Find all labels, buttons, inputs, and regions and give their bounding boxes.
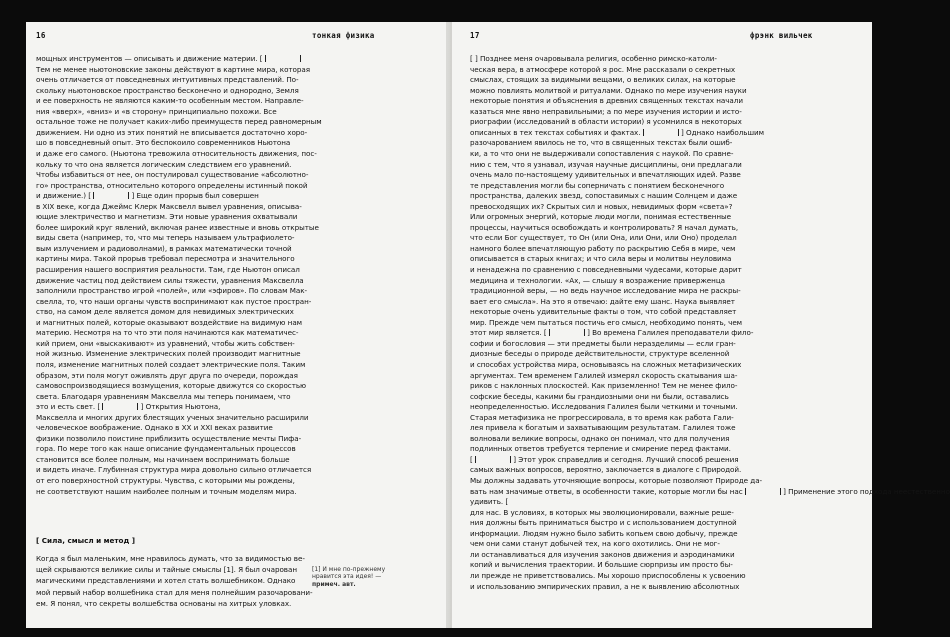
text-run: го» пространства, относительно которого определены истинный покой bbox=[36, 180, 308, 190]
text-line bbox=[470, 54, 717, 64]
text-line bbox=[36, 476, 295, 486]
text-run: Позднее меня очаровывала религия, особенно римско-католи- bbox=[480, 54, 717, 63]
text-line bbox=[470, 191, 737, 201]
text-run: самых важных вопросов, вероятно, заключается в диалоге с Природой. bbox=[470, 465, 742, 475]
text-line bbox=[36, 149, 317, 159]
text-run: кий прием, они «выскакивают» из уравнений, чтобы жить собствен- bbox=[36, 338, 295, 348]
text-run: превосходящих их? Скрытых сил и новых, невидимых форм «света»? bbox=[470, 201, 733, 211]
text-run: подлинных ответов требуется терпение и смирение перед фактами. bbox=[470, 444, 731, 454]
text-run: движением. Ни одно из этих понятий не вписывается достаточно хоро- bbox=[36, 127, 308, 137]
text-run: ки, а то что они не выдерживали сопоставления с наукой. По сравне- bbox=[470, 148, 734, 158]
text-run: пространства, далеких звезд, сопоставимых с нашим Солнцем и даже bbox=[470, 191, 738, 201]
running-head: фрэнк вильчек bbox=[750, 31, 813, 40]
text-run: магическими представлениями и хотел стать волшебником. Однако bbox=[36, 576, 296, 586]
text-run: описывается в старых книгах; и что сила веры и молитвы неуловима bbox=[470, 254, 732, 264]
text-run: что если Бог существует, то Он (или Она, или Они, или Оно) проделал bbox=[470, 233, 737, 243]
text-run: очень мало по-настоящему удивительных и впечатляющих идей. Разве bbox=[470, 170, 741, 180]
text-run: риографии (исследований в области истории) я усомнился в некоторых bbox=[470, 117, 742, 127]
redaction-gap bbox=[745, 488, 781, 495]
text-run: физики позволило поистине приблизить осуществление мечты Пифа- bbox=[36, 433, 302, 443]
right-page bbox=[452, 22, 950, 628]
text-line bbox=[470, 550, 735, 560]
footnote-credit: примеч. авт. bbox=[312, 580, 356, 588]
text-line bbox=[36, 265, 300, 275]
text-line bbox=[36, 65, 310, 75]
text-run: становится все более полным, мы начинаем воспринимать больше bbox=[36, 454, 290, 464]
text-line bbox=[36, 75, 299, 85]
text-line bbox=[470, 107, 742, 117]
text-run: ли останавливаться для изучения законов движения и аэродинамики bbox=[470, 549, 735, 559]
text-run: мир. Прежде чем пытаться постичь его смысл, необходимо понять, чем bbox=[470, 317, 743, 327]
text-run: ли прежде не приветствовались. Мы хорошо приспособлены к усвоению bbox=[470, 570, 746, 580]
text-run: свелла, то, что наши органы чувств воспринимают как пустое простран- bbox=[36, 296, 312, 306]
text-run: не соответствуют нашим наиболее полным и точным моделям мира. bbox=[36, 486, 297, 496]
text-line bbox=[470, 328, 753, 338]
text-run: Чтобы избавиться от нее, он постулировал существование «абсолютно- bbox=[36, 170, 309, 180]
text-run: ] Во времена Галилея преподаватели фило- bbox=[584, 328, 754, 338]
text-run: ] Применение этого подхода неестественно bbox=[780, 486, 950, 496]
text-line bbox=[470, 371, 737, 381]
text-run: шо в повседневный опыт. Это беспокоило современников Ньютона bbox=[36, 138, 291, 148]
text-line bbox=[470, 128, 764, 138]
text-line bbox=[36, 244, 292, 254]
text-run: и даже его самого. (Ньютона тревожила относительность движения, пос- bbox=[36, 148, 317, 158]
text-line bbox=[36, 328, 298, 338]
text-run: и ненадежна по сравнению с повседневными чудесами, которые дарит bbox=[470, 265, 742, 274]
text-run: виды света (например, то, что мы теперь называем ультрафиолето- bbox=[36, 233, 295, 243]
section-heading: [ Сила, смысл и метод ] bbox=[36, 536, 136, 545]
text-line bbox=[470, 571, 746, 581]
text-run: аргументах. Тем временем Галилей измерял скорость скатывания ша- bbox=[470, 370, 738, 380]
text-line bbox=[36, 170, 308, 180]
text-line bbox=[36, 349, 301, 359]
text-run: и магнитных полей, которые оказывают воздействие на видимую нам bbox=[36, 317, 303, 327]
text-line bbox=[470, 223, 738, 233]
text-run: картины мира. Такой прорыв требовал пересмотра и значительного bbox=[36, 254, 295, 264]
text-line bbox=[470, 286, 741, 296]
text-run: софские беседы, какими бы грандиозными они ни были, оставались bbox=[470, 391, 729, 401]
text-run: ем. Я понял, что секреты волшебства основаны на хитрых уловках. bbox=[36, 598, 292, 608]
text-run: ческая вера, в атмосфере которой я рос. Мне рассказали о секретных bbox=[470, 64, 736, 74]
text-run: можно повлиять молитвой и ритуалами. Однако по мере изучения науки bbox=[470, 85, 747, 95]
text-line bbox=[470, 360, 741, 370]
text-run: нию с тем, что я узнавал, изучая научные дисциплины, они предлагали bbox=[470, 159, 742, 169]
text-line bbox=[36, 202, 302, 212]
text-line bbox=[36, 554, 305, 564]
text-line bbox=[470, 539, 720, 549]
text-line bbox=[36, 286, 307, 296]
text-run: чем они сами станут добычей тех, на кого охотились. Они не мог- bbox=[470, 539, 720, 549]
text-line bbox=[470, 582, 739, 592]
text-run: ] Еще один прорыв был совершен bbox=[129, 191, 259, 201]
text-run: вает его смысла». На это я отвечаю: дайте ему шанс. Наука выявляет bbox=[470, 296, 735, 306]
text-line bbox=[470, 518, 737, 528]
text-run: мой первый набор волшебника стал для меня полнейшим разочаровани- bbox=[36, 587, 313, 597]
text-run: образом, эти поля могут оживлять друг друга по очереди, порождая bbox=[36, 370, 298, 380]
text-line bbox=[470, 318, 742, 328]
bracket: ] bbox=[475, 54, 480, 63]
redaction-gap bbox=[265, 55, 301, 62]
text-run: и движение.) [ bbox=[36, 191, 91, 201]
text-line bbox=[36, 107, 277, 117]
text-line bbox=[470, 497, 508, 507]
text-line bbox=[36, 576, 295, 586]
text-run: медицина и технологии. «Ах, — слышу я возражение приверженца bbox=[470, 275, 726, 285]
text-run: заполнили пространство игрой «полей», или «эфиров». По словам Мак- bbox=[36, 286, 308, 296]
text-line bbox=[470, 307, 736, 317]
text-run: некоторые понятия и объяснения в древних священных текстах начали bbox=[470, 96, 743, 106]
text-run: описанных в тех текстах событиях и фактах. bbox=[470, 127, 641, 137]
text-run: волновали великие вопросы, однако он понимал, что для получения bbox=[470, 433, 730, 443]
text-run: Или огромных энергий, которые люди могли, понимая естественные bbox=[470, 212, 732, 222]
text-line bbox=[470, 455, 739, 465]
text-run: диозные беседы о природе действительности, структуре вселенной bbox=[470, 349, 730, 359]
text-line bbox=[470, 212, 731, 222]
text-line bbox=[470, 487, 950, 497]
text-line bbox=[470, 86, 747, 96]
text-line bbox=[36, 160, 291, 170]
text-line bbox=[36, 181, 307, 191]
text-line bbox=[36, 465, 311, 475]
text-line bbox=[470, 349, 729, 359]
redaction-gap bbox=[102, 403, 138, 410]
text-line bbox=[470, 444, 731, 454]
text-run: и использованию эмпирических правил, а не к выявлению абсолютных bbox=[470, 581, 740, 591]
text-run: Старая метафизика не прогрессировала, в то время как работа Гали- bbox=[470, 412, 734, 422]
text-line bbox=[470, 96, 743, 106]
text-line bbox=[470, 244, 735, 254]
text-run: намного более впечатляющую работу по раскрытию Себя в мире, чем bbox=[470, 243, 736, 253]
text-run: очень отличается от повседневных интуитивных представлений. По- bbox=[36, 75, 299, 85]
text-run: движение частиц под действием силы тяжести, уравнения Максвелла bbox=[36, 275, 304, 285]
text-line bbox=[36, 434, 301, 444]
footnote bbox=[312, 566, 385, 588]
text-line bbox=[36, 487, 297, 497]
text-line bbox=[470, 276, 725, 286]
text-run: человеческое воображение. Однако в XX и XXI веках развитие bbox=[36, 423, 273, 433]
left-page bbox=[26, 22, 446, 628]
text-line bbox=[36, 565, 297, 575]
text-line bbox=[36, 339, 295, 349]
text-line bbox=[470, 339, 736, 349]
text-run: поля, изменение магнитных полей создает электрические поля. Таким bbox=[36, 359, 306, 369]
text-run: ной жизнью. Изменение электрических полей производит магнитные bbox=[36, 349, 301, 359]
text-run: казаться мне явно неправильными; а по мере изучения истории и исто- bbox=[470, 106, 742, 116]
text-line bbox=[36, 413, 309, 423]
text-run: Тем не менее ньютоновские законы действуют в картине мира, которая bbox=[36, 64, 311, 74]
text-line bbox=[470, 138, 732, 148]
text-line bbox=[470, 402, 738, 412]
text-line bbox=[36, 371, 298, 381]
text-line bbox=[470, 181, 724, 191]
text-line bbox=[36, 128, 307, 138]
text-run: света. Благодаря уравнениям Максвелла мы теперь понимаем, что bbox=[36, 391, 291, 401]
text-run: гора. По мере того как наше описание фундаментальных процессов bbox=[36, 444, 296, 454]
text-line bbox=[36, 297, 311, 307]
text-run: Когда я был маленьким, мне нравилось думать, что за видимостью ве- bbox=[36, 554, 305, 563]
text-run: остальное тоже не получает каких-либо преимуществ перед равномерным bbox=[36, 117, 322, 127]
text-run: и видеть иначе. Глубинная структура мира довольно сильно отличается bbox=[36, 465, 312, 475]
text-line bbox=[36, 402, 220, 412]
text-line bbox=[36, 254, 295, 264]
footnote-line: [1] И мне по-прежнему bbox=[312, 566, 386, 573]
text-run: удивить. [ bbox=[470, 497, 509, 507]
text-line bbox=[470, 117, 742, 127]
text-run: копий и вычисления траектории. И большие сюрпризы им просто бы- bbox=[470, 560, 733, 570]
text-run: вым излучением и радиоволнами), в рамках математически точной bbox=[36, 243, 292, 253]
text-line bbox=[36, 392, 291, 402]
text-run: некоторые очень удивительные факты о том, что собой представляет bbox=[470, 307, 737, 317]
text-line bbox=[36, 54, 301, 64]
redaction-gap bbox=[93, 192, 129, 199]
text-run: и ее поверхность не являются каким-то особенным местом. Направле- bbox=[36, 96, 304, 106]
text-line bbox=[36, 307, 294, 317]
footnote-line: нравится эта идея! — bbox=[312, 573, 382, 581]
text-run: процессы, научиться освобождать и контролировать? Я начал думать, bbox=[470, 222, 739, 232]
text-run: это и есть свет. [ bbox=[36, 402, 101, 412]
text-line bbox=[470, 476, 762, 486]
text-line bbox=[470, 508, 734, 518]
text-run: от его поверхностной структуры. Чувства, с которыми мы рождены, bbox=[36, 476, 295, 485]
text-line bbox=[470, 434, 729, 444]
bracket: [ bbox=[470, 54, 475, 63]
text-run: риков с наклонных плоскостей. Как приземленно! Тем не менее фило- bbox=[470, 381, 738, 391]
text-run: самовоспроизводящиеся возмущения, которые движутся со скоростью bbox=[36, 381, 307, 391]
redaction-gap bbox=[475, 456, 511, 463]
text-run: для нас. В условиях, в которых мы эволюционировали, важные реше- bbox=[470, 507, 734, 517]
text-run: разочарованием явилось не то, что в священных текстах были ошиб- bbox=[470, 138, 733, 148]
text-line bbox=[36, 233, 294, 243]
text-line bbox=[470, 254, 731, 264]
text-line bbox=[470, 392, 729, 402]
text-line bbox=[36, 96, 304, 106]
text-line bbox=[36, 588, 313, 598]
text-run: в XIX веке, когда Джеймс Клерк Максвелл вывел уравнения, описыва- bbox=[36, 201, 302, 211]
text-line bbox=[36, 455, 290, 465]
text-run: Мы должны задавать уточняющие вопросы, которые позволяют Природе да- bbox=[470, 476, 763, 485]
text-run: Максвелла и многих других блестящих ученых значительно расширили bbox=[36, 412, 309, 422]
text-line bbox=[470, 75, 735, 85]
text-line bbox=[36, 223, 319, 233]
text-run: ния должны быть приниматься быстро и с использованием доступной bbox=[470, 518, 737, 528]
text-run: те представления могли бы соперничать с понятием бесконечного bbox=[470, 180, 725, 190]
text-run: кольку то что она является логическим следствием его уравнений. bbox=[36, 159, 292, 169]
text-line bbox=[36, 191, 259, 201]
text-run: информации. Людям нужно было забить копьем свою добычу, прежде bbox=[470, 528, 738, 538]
text-line bbox=[36, 138, 290, 148]
text-run: более широкий круг явлений, включая ранее известные и вновь открытые bbox=[36, 222, 319, 232]
running-head: тонкая физика bbox=[312, 31, 375, 40]
text-line bbox=[470, 423, 736, 433]
text-run: лея привела к богатым и захватывающим результатам. Галилея тоже bbox=[470, 423, 736, 433]
text-run: расширения нашего восприятия реальности. Там, где Ньютон описал bbox=[36, 265, 300, 274]
text-run: ство, на самом деле является домом для невидимых электрических bbox=[36, 307, 294, 317]
text-line bbox=[470, 413, 734, 423]
text-run: ] Открытия Ньютона, bbox=[138, 402, 221, 412]
text-run: ющие электричество и магнетизм. Эти новые уравнения охватывали bbox=[36, 212, 298, 222]
text-run: [ bbox=[470, 454, 473, 464]
text-line bbox=[36, 423, 273, 433]
text-run: ] Однако наибольшим bbox=[678, 127, 764, 137]
text-line bbox=[36, 381, 306, 391]
text-run: вать нам значимые ответы, в особенности такие, которые могли бы нас bbox=[470, 486, 743, 496]
text-line bbox=[470, 560, 733, 570]
redaction-gap bbox=[643, 129, 679, 136]
text-line bbox=[470, 65, 735, 75]
text-line bbox=[470, 465, 741, 475]
text-line bbox=[470, 149, 733, 159]
text-line bbox=[36, 360, 305, 370]
text-line bbox=[36, 318, 302, 328]
text-run: и способах устройства мира, основываясь на сложных метафизических bbox=[470, 359, 742, 369]
text-line bbox=[36, 86, 299, 96]
text-run: щей скрываются великие силы и тайные смыслы [1]. Я был очарован bbox=[36, 565, 298, 575]
page-number: 17 bbox=[470, 31, 480, 40]
text-line bbox=[470, 233, 737, 243]
text-line bbox=[36, 276, 304, 286]
text-run: материю. Несмотря на то что эти поля начинаются как математичес- bbox=[36, 328, 299, 338]
text-run: софии и богословия — эти предметы были неразделимы — если гран- bbox=[470, 338, 736, 348]
text-line bbox=[36, 444, 296, 454]
text-line bbox=[36, 212, 297, 222]
text-run: мощных инструментов — описывать и движение материи. [ bbox=[36, 54, 263, 63]
text-run: скольку ньютоновское пространство бесконечно и однородно, Земля bbox=[36, 85, 299, 95]
text-line bbox=[470, 265, 742, 275]
text-line bbox=[470, 170, 741, 180]
text-run: ния «вверх», «вниз» и «в сторону» принципиально похожи. Все bbox=[36, 106, 277, 116]
text-run: традиционной веры, — но ведь научное исследование мира не раскры- bbox=[470, 286, 741, 296]
redaction-gap bbox=[549, 329, 585, 336]
text-run: этот мир является. [ bbox=[470, 328, 547, 338]
text-line bbox=[470, 381, 737, 391]
text-line bbox=[470, 202, 732, 212]
text-line bbox=[470, 297, 735, 307]
text-line bbox=[36, 599, 291, 609]
text-line bbox=[470, 529, 738, 539]
text-run: ] Этот урок справедлив и сегодня. Лучший способ решения bbox=[511, 454, 739, 464]
page-number: 16 bbox=[36, 31, 46, 40]
text-line bbox=[470, 160, 742, 170]
text-line bbox=[36, 117, 322, 127]
text-run: смыслах, стоящих за видимыми вещами, о великих силах, на которые bbox=[470, 75, 736, 85]
text-run: неопределенностью. Исследования Галилея были четкими и точными. bbox=[470, 402, 738, 412]
